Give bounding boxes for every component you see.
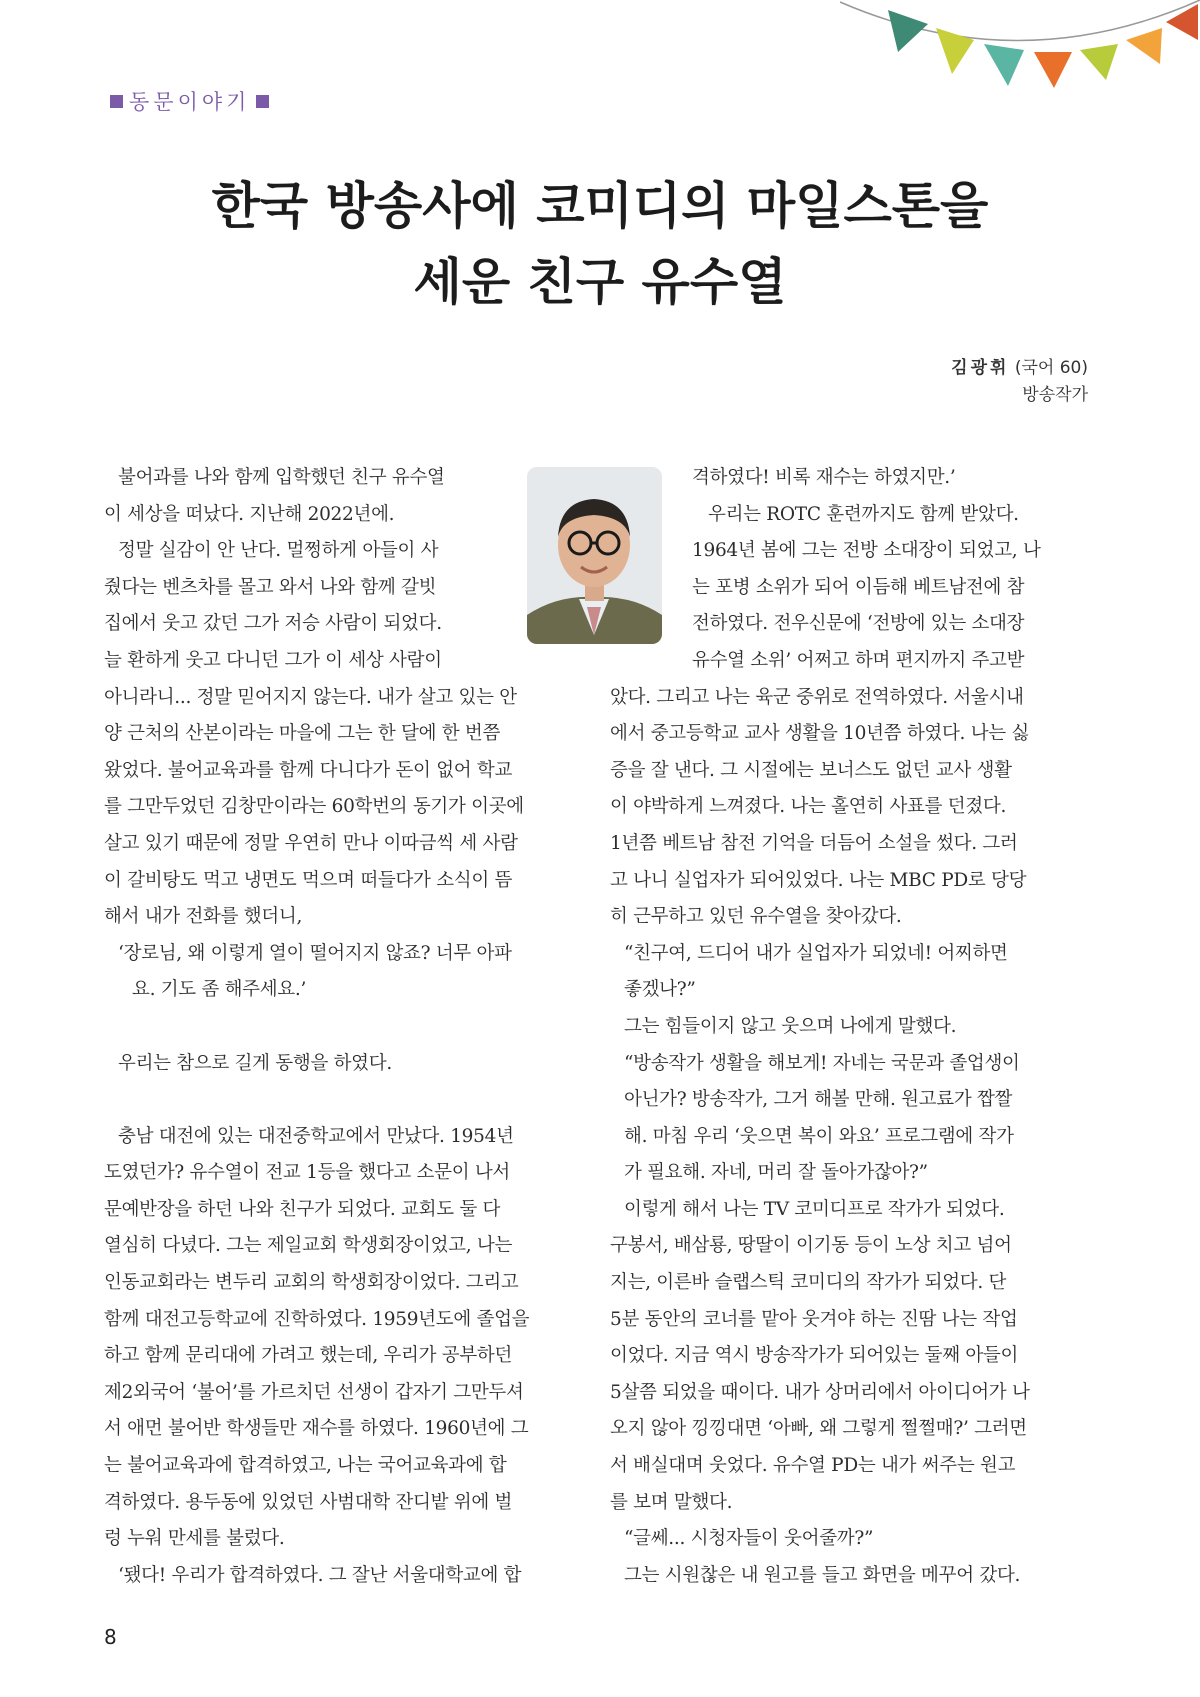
paragraph-line: 그는 시원찮은 내 원고를 들고 화면을 메꾸어 갔다. [624, 1564, 1021, 1586]
paragraph-line: 함께 대전고등학교에 진학하였다. 1959년도에 졸업을 [104, 1308, 530, 1330]
paragraph-line: 1년쯤 베트남 참전 기억을 더듬어 소설을 썼다. 그러 [610, 832, 1018, 854]
paragraph-line: 양 근처의 산본이라는 마을에 그는 한 달에 한 번쯤 [104, 723, 501, 745]
section-tag-label: 동문이야기 [129, 90, 251, 114]
paragraph-line: 문예반장을 하던 나와 친구가 되었다. 교회도 둘 다 [104, 1198, 501, 1220]
paragraph-line: 열심히 다녔다. 그는 제일교회 학생회장이었고, 나는 [104, 1235, 513, 1257]
paragraph-line: 도였던가? 유수열이 전교 1등을 했다고 소문이 나서 [104, 1162, 510, 1184]
paragraph-line: 지는, 이른바 슬랩스틱 코미디의 작가가 되었다. 단 [610, 1272, 1007, 1294]
paragraph-line: 해. 마침 우리 ‘웃으면 복이 와요’ 프로그램에 작가 [624, 1125, 1014, 1147]
author-name: 김광휘 [951, 358, 1010, 378]
paragraph-line: 1964년 봄에 그는 전방 소대장이 되었고, 나 [692, 540, 1041, 562]
blank-line [104, 1082, 584, 1119]
paragraph-line: 우리는 참으로 길게 동행을 하였다. [118, 1052, 392, 1074]
paragraph-line: 5분 동안의 코너를 맡아 웃겨야 하는 진땀 나는 작업 [610, 1308, 1018, 1330]
paragraph-line: 아니라니... 정말 믿어지지 않는다. 내가 살고 있는 안 [104, 686, 517, 708]
byline [951, 355, 1088, 409]
paragraph-line: 이었다. 지금 역시 방송작가가 되어있는 둘째 아들이 [610, 1345, 1019, 1367]
paragraph-line: “글쎄... 시청자들이 웃어줄까?” [624, 1528, 874, 1550]
paragraph-line: 좋겠나?” [624, 979, 696, 1001]
right-column [610, 460, 1090, 1594]
paragraph-line: 제2외국어 ‘불어’를 가르치던 선생이 갑자기 그만두셔 [104, 1381, 524, 1403]
paragraph-line: 전하였다. 전우신문에 ‘전방에 있는 소대장 [692, 613, 1025, 635]
article-title [0, 168, 1200, 320]
paragraph-line: 가 필요해. 자네, 머리 잘 돌아가잖아?” [624, 1162, 928, 1184]
paragraph-line: 서 배실대며 웃었다. 유수열 PD는 내가 써주는 원고 [610, 1455, 1016, 1477]
paragraph-line: 우리는 ROTC 훈련까지도 함께 받았다. [708, 503, 1019, 525]
paragraph-line: 는 불어교육과에 합격하였고, 나는 국어교육과에 합 [104, 1455, 507, 1477]
paragraph-line: 5살쯤 되었을 때이다. 내가 상머리에서 아이디어가 나 [610, 1381, 1030, 1403]
paragraph-line: 이 갈비탕도 먹고 냉면도 먹으며 떠들다가 소식이 뜸 [104, 869, 513, 891]
paragraph-line: 에서 중고등학교 교사 생활을 10년쯤 하였다. 나는 싫 [610, 723, 1030, 745]
paragraph-line: 아닌가? 방송작가, 그거 해볼 만해. 원고료가 짭짤 [624, 1089, 1013, 1111]
paragraph-line: 요. 기도 좀 해주세요.’ [132, 979, 307, 1001]
blank-line [104, 1009, 584, 1046]
paragraph-line: 오지 않아 낑낑대면 ‘아빠, 왜 그렇게 쩔쩔매?’ 그러면 [610, 1418, 1027, 1440]
paragraph-line: 늘 환하게 웃고 다니던 그가 이 세상 사람이 [104, 649, 442, 671]
paragraph-line: ‘장로님, 왜 이렇게 열이 떨어지지 않죠? 너무 아파 [118, 942, 512, 964]
paragraph-line: “방송작가 생활을 해보게! 자네는 국문과 졸업생이 [624, 1052, 1020, 1074]
paragraph-line: 구봉서, 배삼룡, 땅딸이 이기동 등이 노상 치고 넘어 [610, 1235, 1012, 1257]
page-number: 8 [104, 1625, 117, 1649]
paragraph-line: 살고 있기 때문에 정말 우연히 만나 이따금씩 세 사람 [104, 832, 518, 854]
paragraph-line: 았다. 그리고 나는 육군 중위로 전역하였다. 서울시내 [610, 686, 1024, 708]
paragraph-line: 그는 힘들이지 않고 웃으며 나에게 말했다. [624, 1015, 957, 1037]
paragraph-line: 이렇게 해서 나는 TV 코미디프로 작가가 되었다. [624, 1198, 1005, 1220]
paragraph-line: 불어과를 나와 함께 입학했던 친구 유수열 [118, 467, 445, 488]
paragraph-line: 격하였다! 비록 재수는 하였지만.’ [692, 467, 956, 488]
author-role: 방송작가 [1022, 385, 1088, 405]
paragraph-line: 유수열 소위’ 어쩌고 하며 편지까지 주고받 [692, 649, 1025, 671]
paragraph-line: 정말 실감이 안 난다. 멀쩡하게 아들이 사 [118, 540, 439, 562]
paragraph-line: 이 세상을 떠났다. 지난해 2022년에. [104, 503, 395, 525]
section-tag [104, 86, 275, 116]
paragraph-line: 집에서 웃고 갔던 그가 저승 사람이 되었다. [104, 613, 442, 635]
bunting-decoration [840, 0, 1200, 110]
left-column [104, 460, 584, 1594]
square-bullet-icon [256, 95, 269, 108]
paragraph-line: 해서 내가 전화를 했더니, [104, 906, 303, 928]
title-line-1: 한국 방송사에 코미디의 마일스톤을 [211, 177, 989, 235]
paragraph-line: ‘됐다! 우리가 합격하였다. 그 잘난 서울대학교에 합 [118, 1564, 522, 1586]
paragraph-line: 이 야박하게 느껴졌다. 나는 홀연히 사표를 던졌다. [610, 796, 1007, 818]
author-affiliation: (국어 60) [1014, 358, 1088, 378]
paragraph-line: 인동교회라는 변두리 교회의 학생회장이었다. 그리고 [104, 1272, 519, 1294]
title-line-2: 세운 친구 유수열 [413, 253, 787, 311]
paragraph-line: 격하였다. 용두동에 있었던 사범대학 잔디밭 위에 벌 [104, 1491, 513, 1513]
paragraph-line: 는 포병 소위가 되어 이듬해 베트남전에 참 [692, 576, 1025, 598]
paragraph-line: 서 애먼 불어반 학생들만 재수를 하였다. 1960년에 그 [104, 1418, 529, 1440]
paragraph-line: 증을 잘 낸다. 그 시절에는 보너스도 없던 교사 생활 [610, 759, 1012, 781]
square-bullet-icon [110, 95, 123, 108]
paragraph-line: 를 보며 말했다. [610, 1491, 733, 1513]
paragraph-line: 를 그만두었던 김창만이라는 60학번의 동기가 이곳에 [104, 796, 524, 818]
paragraph-line: 왔었다. 불어교육과를 함께 다니다가 돈이 없어 학교 [104, 759, 513, 781]
paragraph-line: 히 근무하고 있던 유수열을 찾아갔다. [610, 906, 902, 928]
paragraph-line: 렁 누워 만세를 불렀다. [104, 1528, 285, 1550]
paragraph-line: 하고 함께 문리대에 가려고 했는데, 우리가 공부하던 [104, 1345, 513, 1367]
paragraph-line: 고 나니 실업자가 되어있었다. 나는 MBC PD로 당당 [610, 869, 1027, 891]
paragraph-line: 충남 대전에 있는 대전중학교에서 만났다. 1954년 [118, 1125, 514, 1147]
paragraph-line: “친구여, 드디어 내가 실업자가 되었네! 어찌하면 [624, 942, 1008, 964]
paragraph-line: 줬다는 벤츠차를 몰고 와서 나와 함께 갈빗 [104, 576, 437, 598]
